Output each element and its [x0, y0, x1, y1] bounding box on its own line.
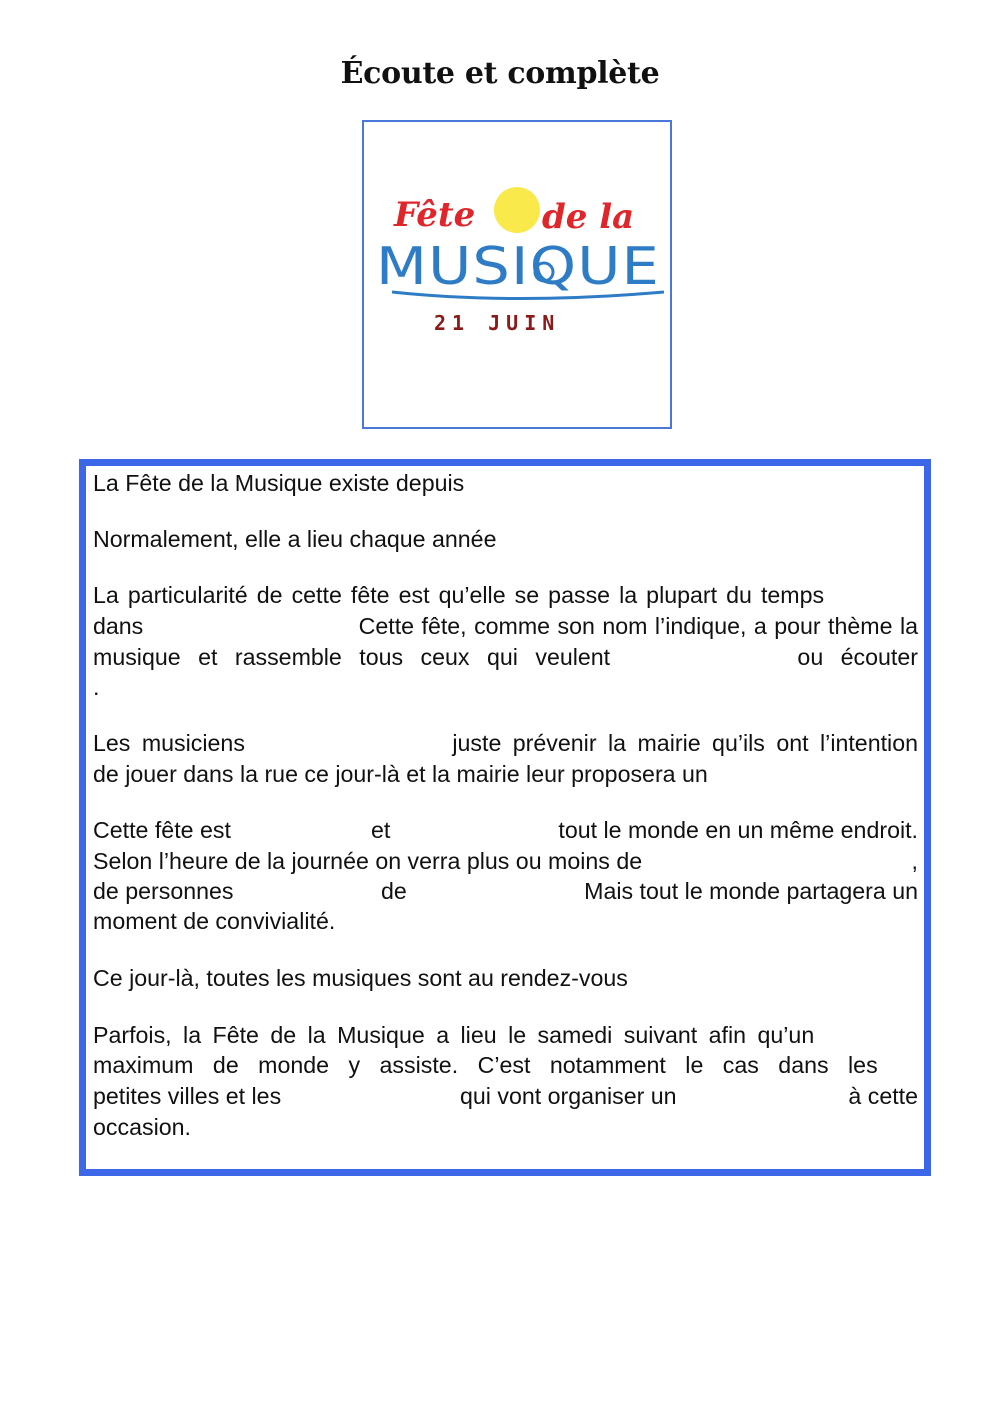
paragraph-5-line-3 [93, 876, 918, 906]
fete-de-la-musique-logo [362, 120, 672, 429]
paragraph-1 [93, 468, 918, 498]
paragraph-2 [93, 524, 918, 554]
text-segment: dans [93, 613, 144, 639]
paragraph-3-line-4 [93, 672, 918, 702]
text-segment: qui vont organiser un [460, 1083, 677, 1109]
text-segment: de [381, 878, 407, 904]
text-line: moment de convivialité. [93, 908, 336, 934]
text-line: de jouer dans la rue ce jour-là et la mairie leur proposera un [93, 761, 708, 787]
text-segment: Cette fête, comme son nom l’indique, a pour thème la [358, 613, 918, 639]
text-line: . [93, 674, 100, 700]
paragraph-7-line-1 [93, 1020, 918, 1050]
paragraph-7-line-3 [93, 1081, 918, 1111]
text-line: Ce jour-là, toutes les musiques sont au rendez-vous [93, 965, 628, 991]
logo-date-text: 21 JUIN [434, 311, 561, 335]
text-line: Parfois, la Fête de la Musique a lieu le samedi suivant afin qu’un [93, 1022, 815, 1048]
logo-fete-text: Fête [394, 195, 476, 235]
paragraph-4-line-1 [93, 728, 918, 758]
text-segment: petites villes et les [93, 1083, 282, 1109]
paragraph-7-line-2 [93, 1050, 918, 1080]
text-line: Normalement, elle a lieu chaque année [93, 526, 497, 552]
paragraph-3-line-1 [93, 580, 918, 610]
text-segment: à cette [848, 1083, 918, 1109]
text-segment: et [371, 817, 391, 843]
paragraph-5-line-1 [93, 815, 918, 845]
logo-musique-text: MUSIQUE [376, 237, 660, 297]
text-line: La particularité de cette fête est qu’elle se passe la plupart du temps [93, 582, 825, 608]
text-line: maximum de monde y assiste. C’est notamment le cas dans les [93, 1052, 878, 1078]
text-segment: juste prévenir la mairie qu’ils ont l’intention [452, 730, 918, 756]
text-segment: tout le monde en un même endroit. [558, 817, 918, 843]
paragraph-7-line-4 [93, 1112, 918, 1142]
paragraph-5-line-4 [93, 906, 918, 936]
logo-de-la-text: de la [542, 197, 635, 237]
page-title: Écoute et complète [340, 56, 660, 91]
text-line: occasion. [93, 1114, 191, 1140]
paragraph-4-line-2 [93, 759, 918, 789]
paragraph-6 [93, 963, 918, 993]
text-segment: musique et rassemble tous ceux qui veulent [93, 644, 611, 670]
paragraph-3-line-3 [93, 642, 918, 672]
text-segment: Les musiciens [93, 730, 245, 756]
paragraph-3-line-2 [93, 611, 918, 641]
text-segment: Cette fête est [93, 817, 231, 843]
logo-illustration-icon [364, 122, 670, 427]
text-segment: Mais tout le monde partagera un [584, 878, 918, 904]
text-segment: ou écouter [797, 644, 918, 670]
text-segment: Selon l’heure de la journée on verra plus ou moins de [93, 848, 643, 874]
paragraph-5-line-2 [93, 846, 918, 876]
text-segment: , [911, 848, 918, 874]
text-segment: de personnes [93, 878, 234, 904]
text-line: La Fête de la Musique existe depuis [93, 470, 465, 496]
